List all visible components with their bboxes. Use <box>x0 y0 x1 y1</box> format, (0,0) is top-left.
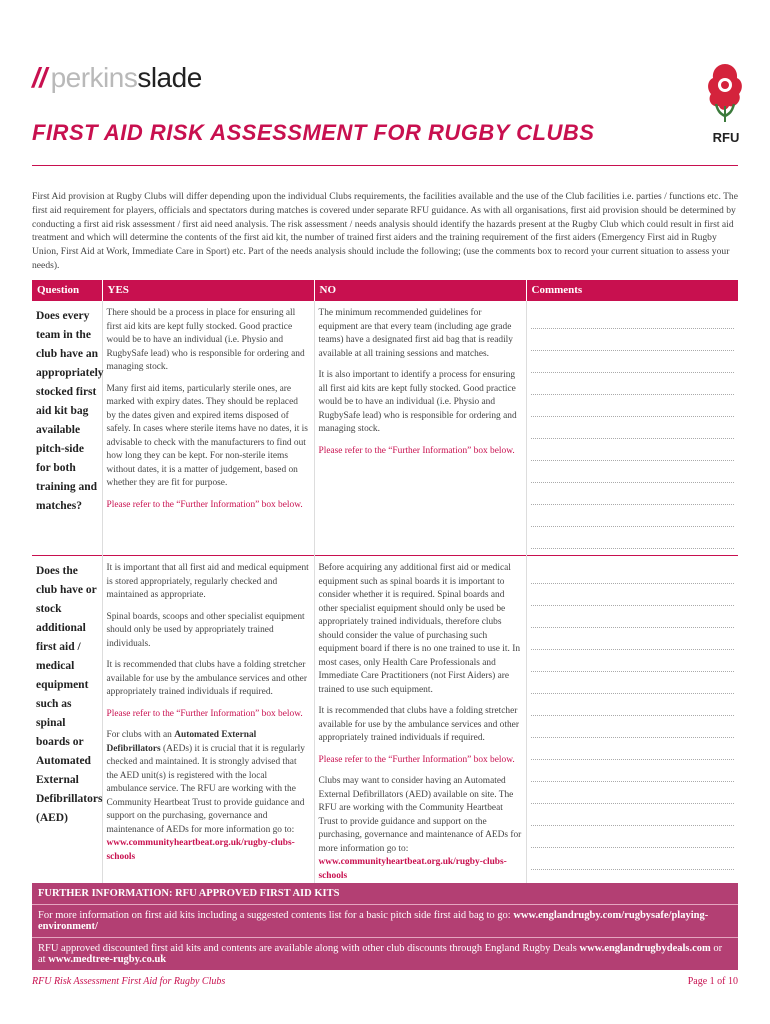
no-cell: Before acquiring any additional first aid or medical equipment such as spinal boards it is important to consider whether it is required. Spinal boards and other specialist equipment should only be used be appropriately trained individuals, therefore clubs should consider the value of purchasing such equipment board if there is no one trained to use it. In most cases, only Health Care Professionals and Immediate Care Practitioners (not First Aiders) are trained to use such equipment. It is recommended that clubs have a folding stretcher available for use by the ambulance services and other appropriately trained individuals if required. Please refer to the “Further Information” box below. Clubs may want to consider having an Automated External Defibrillators (AED) available on site. The RFU are working with the Community Heartbeat Trust to provide guidance and support on the purchasing, governance and maintenance of AEDs for more information go to: www.communityheartbeat.org.uk/rugby-clubs-schools <box>314 556 526 898</box>
further-information-heading: FURTHER INFORMATION: RFU APPROVED FIRST AID KITS <box>32 883 738 905</box>
footer-document-title: RFU Risk Assessment First Aid for Rugby Clubs <box>32 976 226 987</box>
title-divider <box>32 165 738 166</box>
yes-cell: It is important that all first aid and medical equipment is stored appropriately, regularly checked and maintained as appropriate. Spinal boards, scoops and other specialist equipment should only be used by appropriately trained individuals. It is recommended that clubs have a folding stretcher available for use by the ambulance services and other appropriately trained individuals if required. Please refer to the “Further Information” box below. For clubs with an Automated External Defibrillators (AEDs) it is crucial that it is regularly checked and maintained. It is strongly advised that the AED unit(s) is registered with the local ambulance service. The RFU are working with the Community Heartbeat Trust to provide guidance and support on the purchasing, governance and maintenance of AEDs for more information go to: www.communityheartbeat.org.uk/rugby-clubs-schools <box>102 556 314 898</box>
further-info-reference: Please refer to the “Further Information” box below. <box>106 708 303 719</box>
column-header-comments: Comments <box>526 280 738 301</box>
column-header-question: Question <box>32 280 102 301</box>
risk-assessment-table <box>32 280 739 897</box>
page-title: FIRST AID RISK ASSESSMENT FOR RUGBY CLUBS <box>32 120 595 145</box>
medtree-link[interactable]: www.medtree-rugby.co.uk <box>48 954 167 965</box>
further-info-reference: Please refer to the “Further Information” box below. <box>318 445 515 456</box>
column-header-yes: YES <box>102 280 314 301</box>
further-info-reference: Please refer to the “Further Information” box below. <box>106 499 303 510</box>
community-heartbeat-link[interactable]: www.communityheartbeat.org.uk/rugby-clubs-schools <box>318 857 507 881</box>
englandrugbydeals-link[interactable]: www.englandrugbydeals.com <box>579 943 711 954</box>
perkins-slade-logo: // perkinsslade <box>32 62 202 93</box>
no-cell: The minimum recommended guidelines for equipment are that every team (including age grade teams) have a designated first aid bag that is readily available at all training sessions and matches. It is also important to identify a process for ensuring all first aid kits are kept fully stocked. Good practice would be to have an individual (i.e. Physio and RugbySafe lead) who is responsible for ordering and managing stock. Please refer to the “Further Information” box below. <box>314 301 526 556</box>
comments-cell[interactable] <box>526 301 738 556</box>
further-info-reference: Please refer to the “Further Information” box below. <box>318 754 515 765</box>
further-information-box: FURTHER INFORMATION: RFU APPROVED FIRST AID KITS For more information on first aid kits including a suggested contents list for a basic pitch side first aid bag to go: www.englandrugby.com/rugbysafe/playing-environment/ RFU approved discounted first aid kits and contents are available along with other club discounts through England Rugby Deals www.englandrugbydeals.com or at www.medtree-rugby.co.uk <box>32 883 738 970</box>
rfu-wordmark: RFU <box>712 130 740 145</box>
question-cell: Does every team in the club have an appropriately stocked first aid kit bag available pitch-side for both training and matches? <box>32 301 102 556</box>
community-heartbeat-link[interactable]: www.communityheartbeat.org.uk/rugby-clubs-schools <box>106 838 295 862</box>
table-header-row <box>32 280 738 301</box>
comments-cell[interactable] <box>526 556 738 898</box>
page-number: Page 1 of 10 <box>687 976 738 987</box>
englandrugby-link[interactable]: www.englandrugby.com/rugbysafe/playing-environment/ <box>38 910 709 932</box>
table-row <box>32 301 738 556</box>
table-row <box>32 556 738 898</box>
yes-cell: There should be a process in place for ensuring all first aid kits are kept fully stocked. Good practice would be to have an individual (i.e. Physio and RugbySafe lead) who is responsible for ordering and managing stock. Many first aid items, particularly sterile ones, are marked with expiry dates. They should be replaced by the dates given and expired items disposed of safely. In cases where sterile items have no dates, it is advisable to check with the manufacturers to find out how long they can be kept. For non-sterile items without dates, it is a matter of judgement, based on whether they are fit for purpose. Please refer to the “Further Information” box below. <box>102 301 314 556</box>
question-cell: Does the club have or stock additional first aid / medical equipment such as spinal boards or Automated External Defibrillators (AED) <box>32 556 102 898</box>
column-header-no: NO <box>314 280 526 301</box>
intro-paragraph: First Aid provision at Rugby Clubs will differ depending upon the individual Clubs requirements, the facilities available and the use of the Club facilities i.e. parties / functions etc. The first aid requirement for players, officials and spectators during matches is covered under separate RFU guidance. As with all organisations, first aid provision should be determined by conducting a first aid risk assessment / first aid need analysis. The risk assessment / needs analysis should identify the hazards present at the Rugby Club which could result in first aid treatment and which will determine the contents of the first aid kit, the number of trained first aiders and the training requirement of the first aiders (Emergency First aid in Rugby Union, First Aid at Work, Immediate Care in Sport) etc. Part of the needs analysis should include the following; (use the comments box to record your current situation to assess your needs). <box>32 191 738 271</box>
